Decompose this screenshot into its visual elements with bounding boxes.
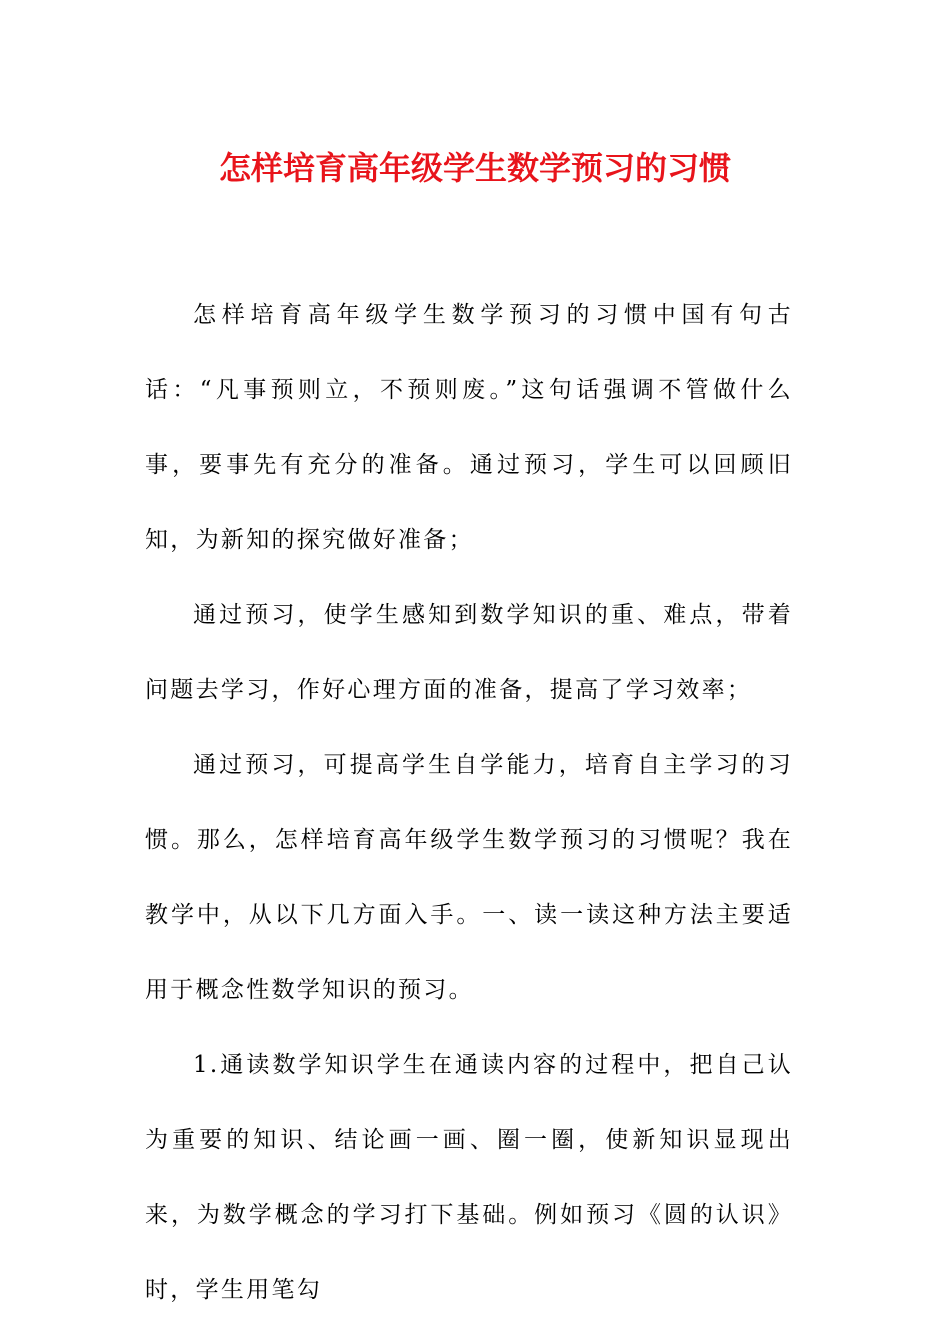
document-body [145, 278, 793, 1328]
paragraph-2: 通过预习，使学生感知到数学知识的重、难点，带着问题去学习，作好心理方面的准备，提高了学习效率； [145, 602, 793, 703]
paragraph-4: 1.通读数学知识学生在通读内容的过程中，把自己认为重要的知识、结论画一画、圈一圈，使新知识显现出来，为数学概念的学习打下基础。例如预习《圆的认识》时，学生用笔勾 [145, 1052, 793, 1303]
paragraph-1: 怎样培育高年级学生数学预习的习惯中国有句古话：“凡事预则立，不预则废。”这句话强调不管做什么事，要事先有充分的准备。通过预习，学生可以回顾旧知，为新知的探究做好准备； [145, 302, 793, 553]
document-title: 怎样培育高年级学生数学预习的习惯 [218, 149, 731, 187]
paragraph-3: 通过预习，可提高学生自学能力，培育自主学习的习惯。那么，怎样培育高年级学生数学预习的习惯呢？我在教学中，从以下几方面入手。一、读一读这种方法主要适用于概念性数学知识的预习。 [145, 752, 793, 1003]
